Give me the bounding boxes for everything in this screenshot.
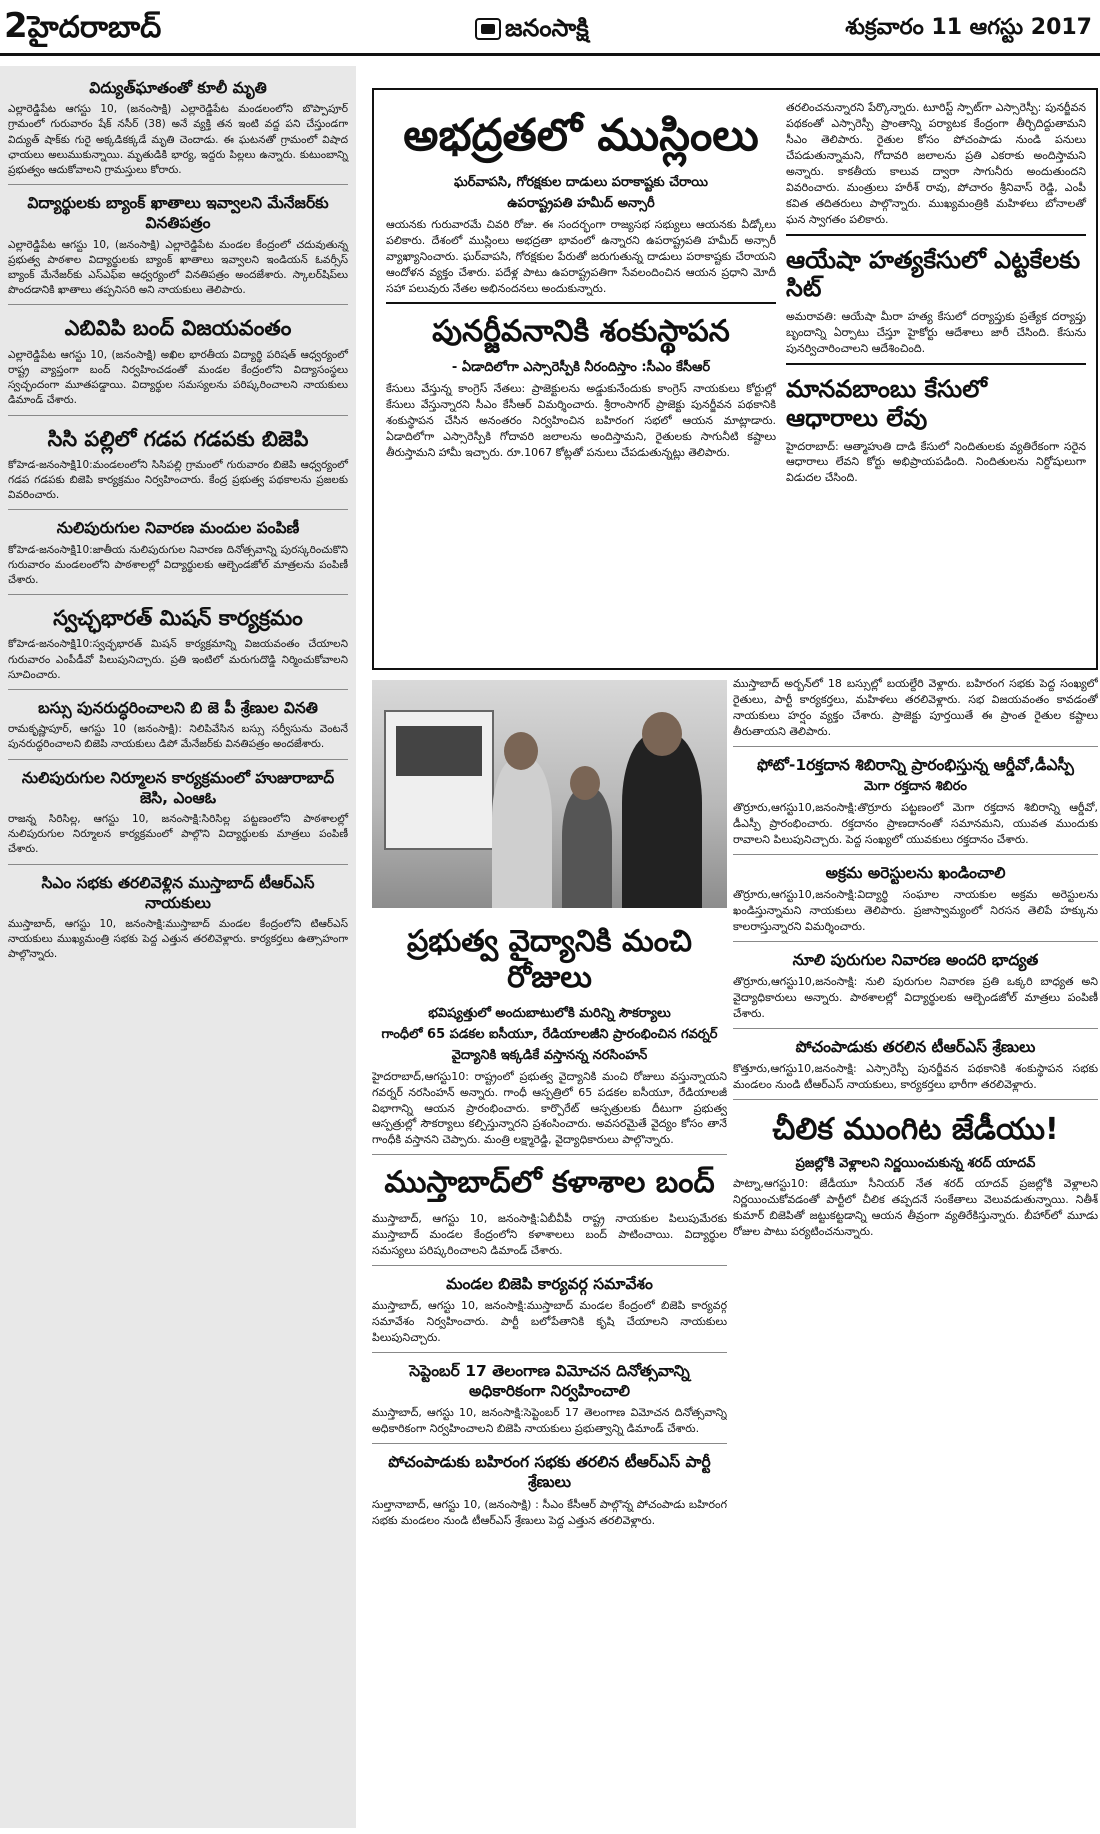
article-headline: స్వచ్ఛభారత్‌ మిషన్‌ కార్యక్రమం: [53, 606, 303, 631]
article-headline: నులిపురుగుల నివారణ మందుల పంపిణీ: [56, 519, 300, 538]
article: [8, 873, 348, 963]
aside1-headline: ఆయేషా హత్యకేసులో ఎట్టకేలకు సిట్‌: [786, 245, 1081, 303]
article-headline: నూలి పురుగుల నివారణ అందరి భాద్యత: [792, 950, 1039, 969]
article-subheadline: భవిష్యత్తులో అందుబాటులోకి మరిన్ని సౌకర్యాలు: [428, 1006, 671, 1021]
article-headline: బస్సు పునరుద్ధరించాలని బి జె పీ శ్రేణుల వినతి: [38, 699, 318, 718]
divider: [372, 1265, 727, 1266]
article: [8, 315, 348, 408]
divider: [733, 746, 1098, 747]
hero-byline: ఉపరాష్ట్రపతి హమీద్‌ అన్సారీ: [507, 195, 655, 211]
right-column-stories: [733, 676, 1098, 1826]
article-headline: చీలిక ముంగిట జేడీయు!: [772, 1111, 1059, 1147]
article: [8, 78, 348, 178]
divider: [372, 1154, 727, 1155]
hero-story-box: [372, 88, 1098, 670]
divider: [8, 759, 348, 760]
article: [8, 698, 348, 753]
article-body: కొత్తూరు,ఆగస్టు10,జనంసాక్షి: ఎస్సారెస్పీ పునర్జీవన పథకానికి శంకుస్థాపన సభకు మండలం నుండి టీఆర్ఎస్ నాయకులు, కార్యకర్తలు భారీగా తరలివెళ్లారు.: [733, 1061, 1098, 1091]
article-headline: ప్రభుత్వ వైద్యానికి మంచి రోజులు: [407, 924, 692, 995]
page-number-city: [4, 6, 161, 48]
article-subheadline: మెగా రక్తదాన శిబిరం: [864, 778, 967, 794]
divider: [8, 864, 348, 865]
article-body: తొర్రూరు,ఆగస్టు10,జనంసాక్షి: నులి పురుగుల నివారణ ప్రతి ఒక్కరి బాధ్యత అని వైద్యాధికారులు అన్నారు. పాఠశాలల్లో విద్యార్థులకు ఆల్బెండజోల్ మాత్రలు పంపిణీ చేశారు.: [733, 974, 1098, 1020]
article-body: ముస్తాబాద్, ఆగస్టు 10, జనంసాక్షి:సెప్టెంబర్ 17 తెలంగాణ విమోచన దినోత్సవాన్ని అధికారికంగా నిర్వహించాలని బిజెపి నాయకులు ప్రభుత్వాన్ని డిమాండ్ చేశారు.: [372, 1406, 727, 1436]
article: [372, 1274, 727, 1346]
article-headline: పోచంపాడుకు బహిరంగ సభకు తరలిన టీఆర్‌ఎస్‌ పార్టీ శ్రేణులు: [388, 1453, 711, 1492]
article: [372, 1361, 727, 1437]
aside1-body: అమరావతి: ఆయేషా మీరా హత్య కేసులో దర్యాప్తుకు ప్రత్యేక దర్యాప్తు బృందాన్ని ఏర్పాటు చేస్తూ హైకోర్టు ఆదేశాలు జారీ చేసింది. కేసును పునర్విచారించాలని ఆదేశించింది.: [786, 310, 1086, 355]
article-headline: ఎబివిపి బంద్‌ విజయవంతం: [64, 316, 292, 341]
article-body: తొర్రూరు,ఆగస్టు10,జనంసాక్షి:విద్యార్థి సంఘాల నాయకుల అక్రమ అరెస్టులను ఖండిస్తున్నామని నాయకులు తెలిపారు. ప్రజాస్వామ్యంలో నిరసన తెలిపే హక్కును కాలరాస్తున్నారని విమర్శించారు.: [733, 887, 1098, 933]
aside2-body: హైదరాబాద్: ఆత్మాహుతి దాడి కేసులో నిందితులకు వ్యతిరేకంగా సరైన ఆధారాలు లేవని కోర్టు అభిప్రాయపడింది. నిందితులను నిర్దోషులుగా విడుదల చేసింది.: [786, 439, 1086, 485]
article-headline: పోచంపాడుకు తరలిన టీఆర్‌ఎస్‌ శ్రేణులు: [795, 1037, 1036, 1056]
hero-right: [786, 100, 1086, 490]
divider: [372, 1443, 727, 1444]
person-head-graphic: [504, 732, 538, 770]
article-headline: మండల బిజెపి కార్యవర్గ సమావేశం: [446, 1275, 653, 1294]
hero-headline: అభద్రతలో ముస్లింలు: [403, 110, 759, 161]
article: [733, 863, 1098, 935]
article-body: హైదరాబాద్,ఆగస్టు10: రాష్ట్రంలో ప్రభుత్వ వైద్యానికి మంచి రోజులు వస్తున్నాయని గవర్నర్ నరసింహన్ అన్నారు. గాంధీ ఆస్పత్రిలో 65 పడకల ఐసీయూ, రేడియాలజీ విభాగాన్ని ఆయన ప్రారంభించారు. కార్పొరేట్ ఆస్పత్రులకు దీటుగా ప్రభుత్వ ఆస్పత్రుల్లో సౌకర్యాలు కల్పిస్తున్నారని ప్రశంసించారు. అవసరమైతే వైద్యం కోసం తానే గాంధీకి వస్తానని చెప్పారు. మంత్రి లక్ష్మారెడ్డి, వైద్యాధికారులు పాల్గొన్నారు.: [372, 1069, 727, 1147]
article: [8, 605, 348, 683]
divider: [8, 689, 348, 690]
article: [733, 950, 1098, 1022]
article-body: ముస్తాబాద్, ఆగస్టు 10, జనంసాక్షి:ముస్తాబాద్ మండల కేంద్రంలోని టిఆర్ఎస్ నాయకులు ముఖ్యమంత్రి సభకు పెద్ద ఎత్తున తరలివెళ్లారు. కార్యకర్తలు ఉత్సాహంగా పాల్గొన్నారు.: [8, 917, 348, 961]
article-body: ఎల్లారెడ్డిపేట ఆగస్టు 10, (జనంసాక్షి) ఎల్లారెడ్డిపేట మండలంలోని బొప్పాపూర్ గ్రామంలో గురువారం షేక్ నసీర్ (38) అనే వ్యక్తి తన ఇంటి వద్ద పని చేస్తుండగా విద్యుత్ షాక్‌కు గురై అక్కడికక్కడే మృతి చెందాడు. ఈ ఘటనతో గ్రామంలో విషాద ఛాయలు అలుముకున్నాయి. మృతుడికి భార్య, ఇద్దరు పిల్లలు ఉన్నారు. కుటుంబాన్ని ప్రభుత్వం ఆదుకోవాలని గ్రామస్తులు కోరారు.: [8, 103, 348, 177]
article: [372, 1452, 727, 1528]
person-head-graphic: [642, 712, 682, 756]
article: [372, 1165, 727, 1259]
person-head-graphic: [570, 766, 600, 800]
city-name: హైదరాబాద్: [27, 10, 162, 45]
article-headline: ఫోటో-1రక్తదాన శిబిరాన్ని ప్రారంభిస్తున్న ఆర్డీవో,డీఎస్పీ: [757, 755, 1074, 774]
article-headline: ముస్తాబాద్‌లో కళాశాల బంద్‌: [384, 1165, 715, 1201]
divider: [733, 1099, 1098, 1100]
article-body: పాట్నా,ఆగస్టు10: జేడీయూ సీనియర్ నేత శరద్ యాదవ్ ప్రజల్లోకి వెళ్లాలని నిర్ణయించుకోవడంతో పార్టీలో చీలిక తప్పదనే సంకేతాలు వెలువడుతున్నాయి. నితీశ్ కుమార్ బిజెపితో జట్టుకట్టడాన్ని ఆయన తీవ్రంగా వ్యతిరేకిస్తున్నారు. బీహార్‌లో మూడు రోజుల పాటు పర్యటించనున్నారు.: [733, 1177, 1098, 1239]
page-number: 2: [4, 6, 28, 46]
article-body: రాజన్న సిరిసిల్ల, ఆగస్టు 10, జనంసాక్షి:సిరిసిల్ల పట్టణంలోని పాఠశాలల్లో నులిపురుగుల నిర్మూలన కార్యక్రమంలో పాల్గొని విద్యార్థులకు మాత్రలు పంపిణీ చేశారు.: [8, 812, 348, 856]
second-body: కేసులు వేస్తున్న కాంగ్రెస్‌ నేతలు: ప్రాజెక్టులను అడ్డుకునేందుకు కాంగ్రెస్ నాయకులు కోర్టుల్లో కేసులు వేస్తున్నారని సీఎం కేసీఆర్ విమర్శించారు. శ్రీరాంసాగర్ ప్రాజెక్టు పునర్జీవన పథకానికి శంకుస్థాపన చేసిన అనంతరం నిర్వహించిన బహిరంగ సభలో ఆయన మాట్లాడారు. ఏడాదిలోగా ఎస్సారెస్పీకి గోదావరి జలాలను అందిస్తామని, రైతులకు సాగునీటి కష్టాలు తీరుస్తామని హామీ ఇచ్చారు. రూ.1067 కోట్లతో పనులు చేపడుతున్నట్లు తెలిపారు.: [386, 382, 776, 460]
middle-column-stories: [372, 914, 727, 1824]
hero-body: ఆయనకు గురువారమే చివరి రోజు. ఈ సందర్భంగా రాజ్యసభ సభ్యులు ఆయనకు వీడ్కోలు పలికారు. దేశంలో ముస్లింలు అభద్రతా భావంలో ఉన్నారని ఉపరాష్ట్రపతి హమీద్ అన్సారీ వ్యాఖ్యానించారు. ఘర్‌వాపసి, గోరక్షకుల పేరుతో జరుగుతున్న దాడులు పరాకాష్టకు చేరాయని ఆందోళన వ్యక్తం చేశారు. పదేళ్ల పాటు ఉపరాష్ట్రపతిగా సేవలందించిన ఆయన ప్రధాని మోదీ సహా పలువురు నేతల అభినందనలు అందుకున్నారు.: [386, 217, 776, 295]
paper-name: జనంసాక్షి: [505, 14, 589, 42]
divider: [8, 594, 348, 595]
hero-left: [386, 100, 776, 465]
article-body: ఎల్లారెడ్డిపేట ఆగస్టు 10, (జనంసాక్షి) అఖిల భారతీయ విద్యార్థి పరిషత్ ఆధ్వర్యంలో రాష్ట్ర వ్యాప్తంగా బంద్ నిర్వహించడంతో మండల కేంద్రంలోని విద్యాసంస్థలు స్వచ్ఛందంగా మూతపడ్డాయి. విద్యార్థుల సమస్యలను పరిష్కరించాలని నాయకులు డిమాండ్ చేశారు.: [8, 348, 348, 407]
article-body: ముస్తాబాద్, ఆగస్టు 10, జనంసాక్షి:ముస్తాబాద్ మండల కేంద్రంలో బిజెపి కార్యవర్గ సమావేశం నిర్వహించారు. పార్టీ బలోపేతానికి కృషి చేయాలని నాయకులు పిలుపునిచ్చారు.: [372, 1299, 727, 1345]
article: [733, 1037, 1098, 1093]
aside2-headline: మానవబాంబు కేసులో ఆధారాలు లేవు: [786, 374, 987, 432]
divider: [8, 415, 348, 416]
divider: [372, 1352, 727, 1353]
article: [372, 924, 727, 1148]
article: [8, 193, 348, 298]
article-body: ముస్తాబాద్ అర్బన్‌లో 18 బస్సుల్లో బయల్దేరి వెళ్లారు. బహిరంగ సభకు పెద్ద సంఖ్యలో రైతులు, పార్టీ కార్యకర్తలు, మహిళలు తరలివెళ్లారు. సభ విజయవంతం కావడంతో నాయకులు హర్షం వ్యక్తం చేశారు. ప్రాజెక్టు పూర్తయితే ఈ ప్రాంత రైతుల కష్టాలు తీరుతాయని తెలిపారు.: [733, 677, 1098, 738]
left-column: [0, 66, 356, 1828]
article-headline: నులిపురుగుల నిర్మూలన కార్యక్రమంలో హుజురాబాద్ జెసి, ఎంఆఓ: [21, 768, 335, 807]
divider: [733, 941, 1098, 942]
divider: [786, 363, 1086, 365]
paper-logo: [475, 8, 589, 48]
divider: [733, 1028, 1098, 1029]
article: [8, 518, 348, 588]
issue-date: శుక్రవారం 11 ఆగస్టు 2017: [845, 15, 1092, 40]
article-headline: విద్యార్థులకు బ్యాంక్‌ ఖాతాలు ఇవ్వాలని మేనేజర్‌కు వినతిపత్రం: [27, 194, 329, 233]
hero-right-body: తరలించనున్నారని పేర్కొన్నారు. టూరిస్ట్ స్పాట్‌గా ఎస్సారెస్పీ: పునర్జీవన పథకంతో ఎస్సారెస్పీ ప్రాంతాన్ని పర్యాటక కేంద్రంగా తీర్చిదిద్దుతామని సీఎం తెలిపారు. రైతుల కోసం పోచంపాడు నుండి పనులు చేపడుతున్నామని, గోదావరి జలాలను ప్రతి ఎకరాకు అందిస్తామని అన్నారు. కాకతీయ కాలువ ద్వారా సాగునీరు అందుతుందని వివరించారు. మంత్రులు హరీశ్ రావు, పోచారం శ్రీనివాస్ రెడ్డి, ఎంపీ కవిత తదితరులు పాల్గొన్నారు. ముఖ్యమంత్రికి మహిళలు బోనాలతో ఘన స్వాగతం పలికారు.: [786, 101, 1086, 226]
divider: [8, 304, 348, 305]
person-graphic: [622, 733, 702, 908]
article-headline: అక్రమ అరెస్టులను ఖండించాలి: [825, 863, 1006, 882]
article-body: ఎల్లారెడ్డిపేట ఆగస్టు 10, (జనంసాక్షి) ఎల్లారెడ్డిపేట మండల కేంద్రంలో చదువుతున్న ప్రభుత్వ పాఠశాల విద్యార్థులకు బ్యాంక్ ఖాతాలు ఇవ్వాలని ఇండియన్ ఓవర్సీస్ బ్యాంక్ మేనేజర్‌కు ఎస్ఎఫ్ఐ ఆధ్వర్యంలో వినతిపత్రం అందజేశారు. స్కాలర్‌షిప్‌లు పొందడానికి ఖాతాలు తప్పనిసరి అని నాయకులు తెలిపారు.: [8, 238, 348, 297]
article-body: ముస్తాబాద్, ఆగస్టు 10, జనంసాక్షి:ఏబీవీపీ రాష్ట్ర నాయకుల పిలుపుమేరకు ముస్తాబాద్ మండల కేంద్రంలోని కళాశాలలు బంద్ పాటించాయి. విద్యార్థుల సమస్యలు పరిష్కరించాలని డిమాండ్ చేశారు.: [372, 1212, 727, 1258]
article-subheadline: గాంధీలో 65 పడకల ఐసీయూ, రేడియాలజీని ప్రారంభించిన గవర్నర్‌: [381, 1026, 718, 1042]
article-headline: సిసి పల్లిలో గడప గడపకు బిజెపి: [47, 426, 309, 451]
divider: [8, 184, 348, 185]
article-body: కోహెడ-జనంసాక్షి10:మండలంలోని సిసిపల్లి గ్రామంలో గురువారం బిజెపి ఆధ్వర్యంలో గడప గడపకు బిజెపి కార్యక్రమం నిర్వహించారు. కేంద్ర ప్రభుత్వ పథకాలను ప్రజలకు వివరించారు.: [8, 458, 348, 502]
divider: [8, 509, 348, 510]
article-body: రామకృష్ణాపూర్, ఆగస్టు 10 (జనంసాక్షి): నిలిపివేసిన బస్సు సర్వీసును వెంటనే పునరుద్ధరించాలని బిజెపి నాయకులు డిపో మేనేజర్‌కు వినతిపత్రం అందజేశారు.: [8, 723, 348, 751]
article: [733, 1112, 1098, 1241]
person-graphic: [492, 758, 552, 908]
article-subheadline: వైద్యానికి ఇక్కడికే వస్తానన్న నరసింహన్: [451, 1047, 648, 1063]
icu-equipment-graphic: [384, 710, 494, 850]
divider: [733, 854, 1098, 855]
article: [733, 755, 1098, 848]
article-subheadline: ప్రజల్లోకి వెళ్లాలని నిర్ణయించుకున్న శరద్‌ యాదవ్‌: [795, 1155, 1036, 1171]
article-body: తొర్రూరు,ఆగస్టు10,జనంసాక్షి:తొర్రూరు పట్టణంలో మెగా రక్తదాన శిబిరాన్ని ఆర్డీవో, డీఎస్పీ ప్రారంభించారు. రక్తదానం ప్రాణదానంతో సమానమని, యువత ముందుకు రావాలని పిలుపునిచ్చారు. పెద్ద సంఖ్యలో యువకులు రక్తదానం చేశారు.: [733, 800, 1098, 846]
logo-icon: [475, 18, 501, 40]
divider: [386, 302, 776, 304]
article: [8, 768, 348, 858]
person-graphic: [562, 788, 612, 908]
article-body: సుల్తానాబాద్, ఆగస్టు 10, (జనంసాక్షి) : సీఎం కేసీఆర్ పాల్గొన్న పోచంపాడు బహిరంగ సభకు మండలం నుండి టీఆర్ఎస్ శ్రేణులు పెద్ద ఎత్తున తరలివెళ్లారు.: [372, 1497, 727, 1527]
masthead: [0, 0, 1100, 56]
divider: [786, 234, 1086, 236]
hero-subheadline: ఘర్‌వాపసి, గోరక్షకుల దాడులు పరాకాష్టకు చేరాయి: [453, 175, 708, 190]
article-headline: సెప్టెంబర్ 17 తెలంగాణ విమోచన దినోత్సవాన్ని అధికారికంగా నిర్వహించాలి: [409, 1362, 690, 1401]
article: [8, 426, 348, 504]
article-headline: విద్యుత్‌ఘాతంతో కూలీ మృతి: [89, 79, 267, 97]
second-byline: - ఏడాదిలోగా ఎస్సారెస్పీకి నీరందిస్తాం :సీఎం కేసీఆర్‌: [451, 360, 711, 376]
second-headline: పునర్జీవనానికి శంకుస్థాపన: [432, 314, 730, 350]
article: [733, 676, 1098, 740]
article-body: కోహెడ-జనంసాక్షి10:జాతీయ నులిపురుగుల నివారణ దినోత్సవాన్ని పురస్కరించుకొని గురువారం మండలంలోని పాఠశాలల్లో విద్యార్థులకు ఆల్బెండజోల్ మాత్రలను పంపిణీ చేశారు.: [8, 543, 348, 586]
article-headline: సిఎం సభకు తరలివెళ్లిన ముస్తాబాద్ టీఆర్ఎస్ నాయకులు: [41, 873, 315, 912]
news-photo: [372, 680, 727, 908]
article-body: కోహెడ-జనంసాక్షి10:స్వచ్ఛభారత్ మిషన్ కార్యక్రమాన్ని విజయవంతం చేయాలని గురువారం ఎంపీడీవో పిలుపునిచ్చారు. ప్రతి ఇంటిలో మరుగుదొడ్డి నిర్మించుకోవాలని సూచించారు.: [8, 638, 348, 681]
